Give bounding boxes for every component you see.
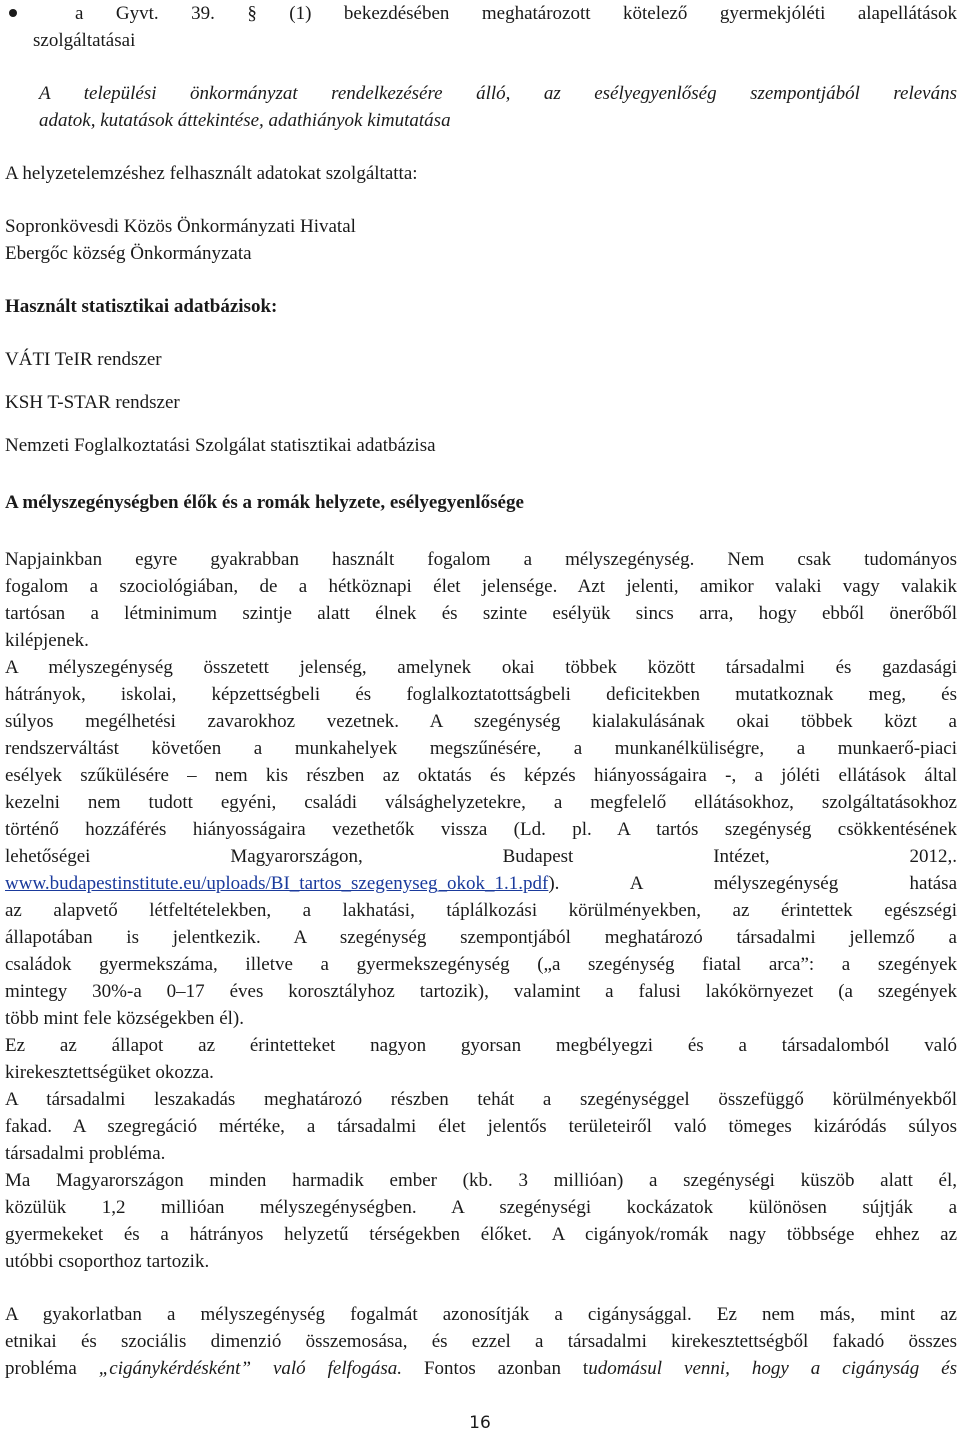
paragraph-line: A mélyszegénység összetett jelenség, amelynek okai többek között társadalmi és gazdasági <box>5 657 957 678</box>
source-link[interactable]: www.budapestinstitute.eu/uploads/BI_tartos_szegenyseg_okok_1.1.pdf <box>5 873 549 894</box>
data-provider: Ebergőc község Önkormányzata <box>5 243 252 264</box>
paragraph-line: tartósan a létminimum szintje alatt élnek és szinte esélyük sincs arra, hogy ebből önerőből <box>5 603 957 624</box>
bullet-text: a Gyvt. 39. § (1) bekezdésében meghatározott kötelező gyermekjóléti alapellátások <box>75 3 957 24</box>
paragraph-line: történő hozzáférés hiányosságaira vezethetők vissza (Ld. pl. A tartós szegénység csökkentésének <box>5 819 957 840</box>
paragraph-line: kilépjenek. <box>5 630 89 651</box>
paragraph <box>5 1167 957 1275</box>
italic-text-run: „cigánykérdésként” való felfogása. <box>98 1358 403 1379</box>
text-run: probléma <box>5 1358 99 1379</box>
bullet-text-continuation: szolgáltatásai <box>33 30 136 51</box>
data-provider: Sopronkövesdi Közös Önkormányzati Hivatal <box>5 216 356 237</box>
paragraph-line: fakad. A szegregáció mértéke, a társadalmi élet jelentős területeiről való tömeges kizáródás súlyos <box>5 1116 957 1137</box>
document-page <box>5 0 957 1382</box>
paragraph-line: esélyek szűkülésére – nem kis részben az oktatás és képzés hiányosságaira -, a jóléti ellátások által <box>5 765 957 786</box>
text-run: Fontos azonban t <box>402 1358 589 1379</box>
page-number: 16 <box>469 1413 491 1433</box>
paragraph <box>5 546 957 654</box>
paragraph-line-mixed <box>5 1355 957 1382</box>
paragraph-line: utóbbi csoporthoz tartozik. <box>5 1251 210 1272</box>
database-item: Nemzeti Foglalkoztatási Szolgálat statisztikai adatbázisa <box>5 435 436 456</box>
databases-heading: Használt statisztikai adatbázisok: <box>5 296 278 317</box>
paragraph <box>5 654 957 1032</box>
paragraph-line: Ez az állapot az érintetteket nagyon gyorsan megbélyegzi és a társadalomból való <box>5 1035 957 1056</box>
paragraph-line-with-link <box>5 870 957 897</box>
paragraph-line: közülük 1,2 millióan mélyszegénységben. A szegénységi kockázatok különösen sújtják a <box>5 1197 957 1218</box>
paragraph <box>5 1301 957 1382</box>
paragraph-line: A társadalmi leszakadás meghatározó részben tehát a szegénységgel összefüggő körülményekből <box>5 1089 957 1110</box>
paragraph-line: Napjainkban egyre gyakrabban használt fogalom a mélyszegénység. Nem csak tudományos <box>5 549 957 570</box>
paragraph-line: állapotában is jelentkezik. A szegénység szempontjából meghatározó társadalmi jellemző a <box>5 927 957 948</box>
paragraph-line: családok gyermekszáma, illetve a gyermekszegénység („a szegénység fiatal arca”: a szegények <box>5 954 957 975</box>
link-trailing-text: ). A mélyszegénység hatása <box>548 873 957 894</box>
paragraph <box>5 1032 957 1086</box>
paragraph-line: fogalom a szociológiában, de a hétköznapi élet jelensége. Azt jelenti, amikor valaki vagy valakik <box>5 576 957 597</box>
paragraph-line: mintegy 30%-a 0–17 éves korosztályhoz tartozik), valamint a falusi lakókörnyezet (a szegények <box>5 981 957 1002</box>
sources-intro: A helyzetelemzéshez felhasznált adatokat szolgáltatta: <box>5 163 418 184</box>
paragraph-line: kezelni nem tudott egyéni, családi válsághelyzetekre, a megfelelő ellátásokhoz, szolgáltatásokhoz <box>5 792 957 813</box>
bullet-icon <box>9 9 17 17</box>
paragraph-line: kirekesztettségüket okozza. <box>5 1062 214 1083</box>
paragraph-line: rendszerváltást követően a munkahelyek megszűnésére, a munkanélküliségre, a munkaerő-piaci <box>5 738 957 759</box>
paragraph-line: Ma Magyarországon minden harmadik ember (kb. 3 millióan) a szegénységi küszöb alatt él, <box>5 1170 957 1191</box>
database-item: KSH T-STAR rendszer <box>5 392 180 413</box>
paragraph <box>5 1086 957 1167</box>
database-item: VÁTI TeIR rendszer <box>5 349 162 370</box>
italic-heading-line: adatok, kutatások áttekintése, adathiányok kimutatása <box>39 110 451 131</box>
italic-heading <box>5 80 957 134</box>
paragraph-line: az alapvető létfeltételekben, a lakhatási, táplálkozási körülményekben, az érintettek egészségi <box>5 900 957 921</box>
paragraph-line: több mint fele községekben él). <box>5 1008 245 1029</box>
italic-heading-line: A települési önkormányzat rendelkezésére álló, az esélyegyenlőség szempontjából releváns <box>39 83 957 104</box>
paragraph-line: hátrányok, iskolai, képzettségbeli és foglalkoztatottságbeli deficitekben mutatkoznak meg, és <box>5 684 957 705</box>
paragraph-line: A gyakorlatban a mélyszegénység fogalmát azonosítják a cigánysággal. Ez nem más, mint az <box>5 1304 957 1325</box>
paragraph-line: etnikai és szociális dimenzió összemosása, és ezzel a társadalmi kirekesztettségből fakadó összes <box>5 1331 957 1352</box>
section-heading: A mélyszegénységben élők és a romák helyzete, esélyegyenlősége <box>5 492 524 513</box>
paragraph-line: társadalmi probléma. <box>5 1143 166 1164</box>
paragraph-line: súlyos megélhetési zavarokhoz vezetnek. A szegénység kialakulásának okai többek közt a <box>5 711 957 732</box>
paragraph-line: lehetőségei Magyarországon, Budapest Intézet, 2012,. <box>5 846 957 867</box>
bullet-item <box>5 0 957 27</box>
italic-text-run: udomásul venni, hogy a cigányság és <box>588 1358 957 1379</box>
paragraph-line: gyermekeket és a hátrányos helyzetű térségekben élőket. A cigányok/romák nagy többsége ehhez az <box>5 1224 957 1245</box>
